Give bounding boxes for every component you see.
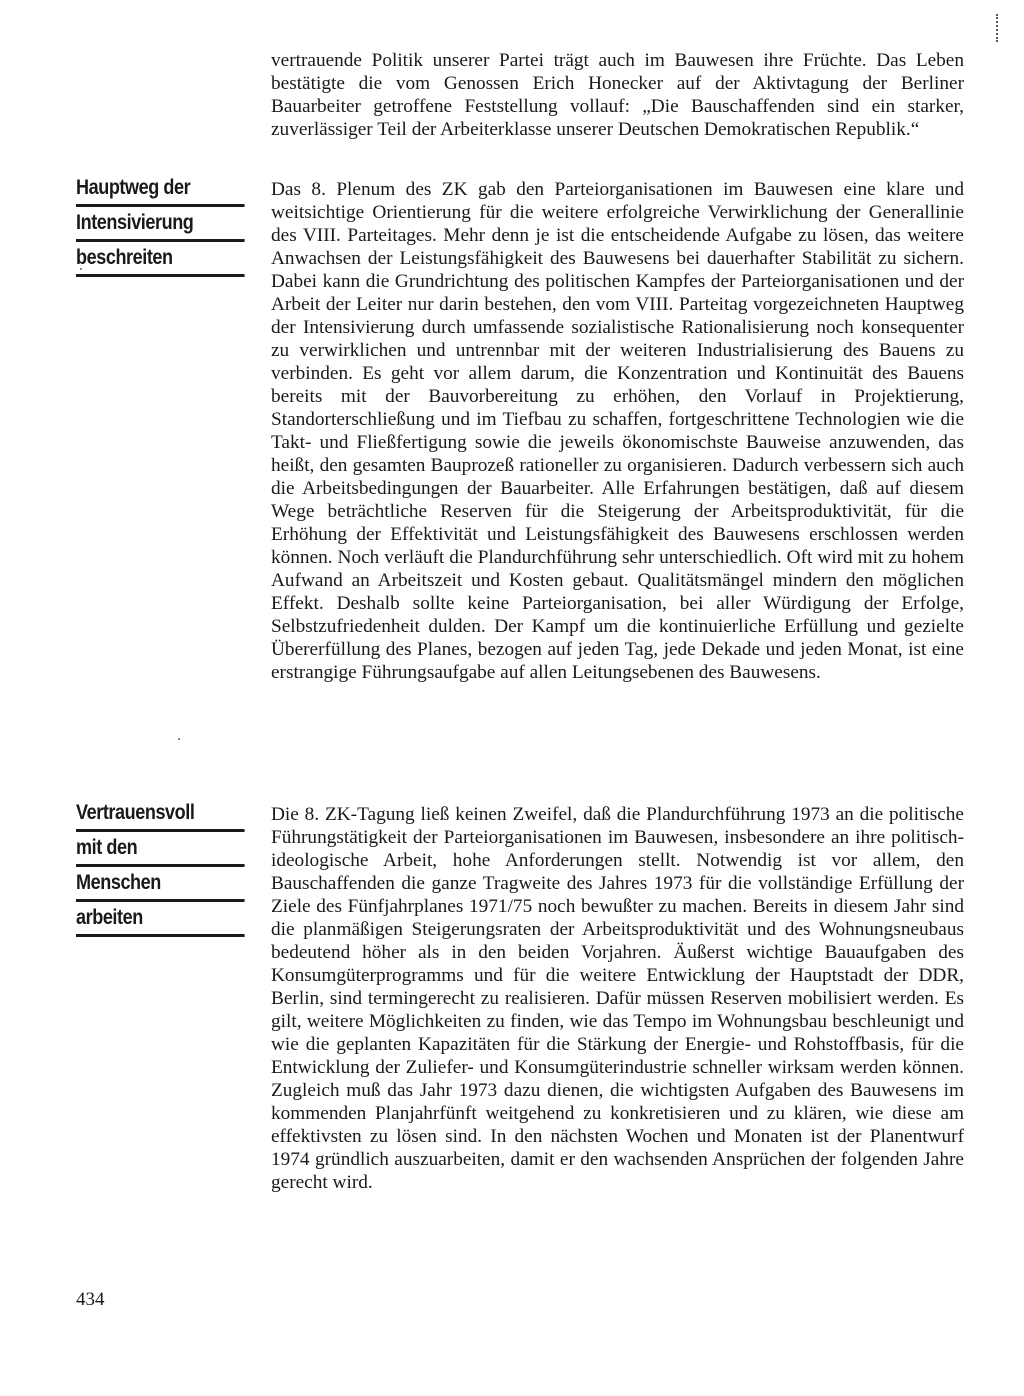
body-paragraph: vertrauende Politik unserer Partei trägt auch im Bauwesen ihre Früchte. Das Leben bestätigte die vom Genossen Erich Honecker auf der Aktivtagung der Berliner Bauarbeiter getroffene Feststellung vollauf: „Die Bauschaffenden sind ein starker, zuverlässiger Teil der Arbeiterklasse unserer Deutschen Demokratischen Republik.“ (271, 50, 964, 140)
sidenote-heading-2 (76, 797, 246, 937)
sidenote-heading-2-line: Menschen (76, 867, 245, 902)
sidenote-heading-2-line: mit den (76, 832, 245, 867)
scan-speck (178, 738, 180, 740)
sidenote-heading-2-line: arbeiten (76, 902, 245, 937)
paragraph-intro (271, 49, 964, 141)
sidenote-heading-1 (76, 172, 246, 277)
body-paragraph: Das 8. Plenum des ZK gab den Parteiorganisationen im Bauwesen eine klare und weitsichtige Orientierung für die weitere erfolgreiche Verwirklichung der Generallinie des VIII. Parteitages. Mehr denn je ist die entscheidende Aufgabe zu lösen, das weitere Anwachsen der Leistungsfähigkeit des Bauwesens bei dauerhafter Stabilität zu sichern. Dabei kann die Grundrichtung des politischen Kampfes der Parteiorganisationen und der Arbeit der Leiter nur darin bestehen, den vom VIII. Parteitag vorgezeichneten Hauptweg der Intensivierung durch umfassende sozialistische Rationalisierung noch konsequenter zu verwirklichen und untrennbar mit der weiteren Industrialisierung des Bauens zu verbinden. Es geht vor allem darum, die Konzentration und Kontinuität des Bauens bereits mit der Bauvorbereitung zu erhöhen, den Vorlauf in Projektierung, Standorterschließung und im Tiefbau zu schaffen, fortgeschrittene Technologien wie die Takt- und Fließfertigung sowie die jeweils ökonomischste Bauweise anzuwenden, das heißt, den gesamten Bauprozeß rationeller zu organisieren. Dadurch verbessern sich auch die Arbeitsbedingungen der Bauarbeiter. Alle Erfahrungen bestätigen, daß auf diesem Wege beträchtliche Reserven für die Steigerung der Arbeitsproduktivität, für die Erhöhung der Effektivität und Leistungsfähigkeit des Bauwesens erschlossen werden können. Noch verläuft die Plandurchführung sehr unterschiedlich. Oft wird mit zu hohem Aufwand an Arbeitszeit und Kosten gebaut. Qualitätsmängel mindern den möglichen Effekt. Deshalb sollte keine Parteiorganisation, bei aller Würdigung der Erfolge, Selbstzufriedenheit dulden. Der Kampf um die kontinuierliche Erfüllung und gezielte Übererfüllung des Planes, bezogen auf jeden Tag, jede Dekade und jeden Monat, ist eine erstrangige Führungsaufgabe auf allen Leitungsebenen des Bauwesens. (271, 179, 964, 683)
page-number: 434 (76, 1289, 105, 1310)
sidenote-heading-1-line: Hauptweg der (76, 172, 245, 207)
scan-edge-mark (996, 14, 1002, 42)
body-paragraph: Die 8. ZK-Tagung ließ keinen Zweifel, daß die Plandurchführung 1973 an die politische Führungstätigkeit der Parteiorganisationen im Bauwesen, insbesondere an ihre politisch-ideologische Arbeit, hohe Anforderungen stellt. Notwendig ist vor allem, den Bauschaffenden die ganze Tragweite des Jahres 1973 für die vollständige Erfüllung der Ziele des Fünfjahrplanes 1971/75 noch bewußter zu machen. Bereits in diesem Jahr sind die planmäßigen Steigerungsraten der Arbeitsproduktivität und des Wohnungsneubaus bedeutend höher als in den beiden Vorjahren. Äußerst wichtige Bauaufgaben des Konsumgüterprogramms und für die weitere Entwicklung der Hauptstadt der DDR, Berlin, sind termingerecht zu realisieren. Dafür müssen Reserven mobilisiert werden. Es gilt, weitere Möglichkeiten zu finden, wie das Tempo im Wohnungsbau beschleunigt und wie die geplanten Kapazitäten für die Stärkung der Energie- und Rohstoffbasis, für die Entwicklung der Zuliefer- und Konsumgüterindustrie schneller wirksam werden können. Zugleich muß das Jahr 1973 dazu dienen, die wichtigsten Aufgaben des Bauwesens im kommenden Planjahrfünft weitgehend zu konkretisieren und zu klären, wie diese am effektivsten zu lösen sind. In den nächsten Wochen und Monaten ist der Planentwurf 1974 gründlich auszuarbeiten, damit er den wachsenden Ansprüchen der folgenden Jahre gerecht wird. (271, 804, 964, 1193)
sidenote-heading-2-line: Vertrauensvoll (76, 797, 245, 832)
paragraph-vertrauensvoll (271, 803, 964, 1194)
sidenote-heading-1-line: Intensivierung (76, 207, 245, 242)
sidenote-heading-1-line: beschreiten (76, 242, 245, 277)
paragraph-intensivierung (271, 178, 964, 684)
